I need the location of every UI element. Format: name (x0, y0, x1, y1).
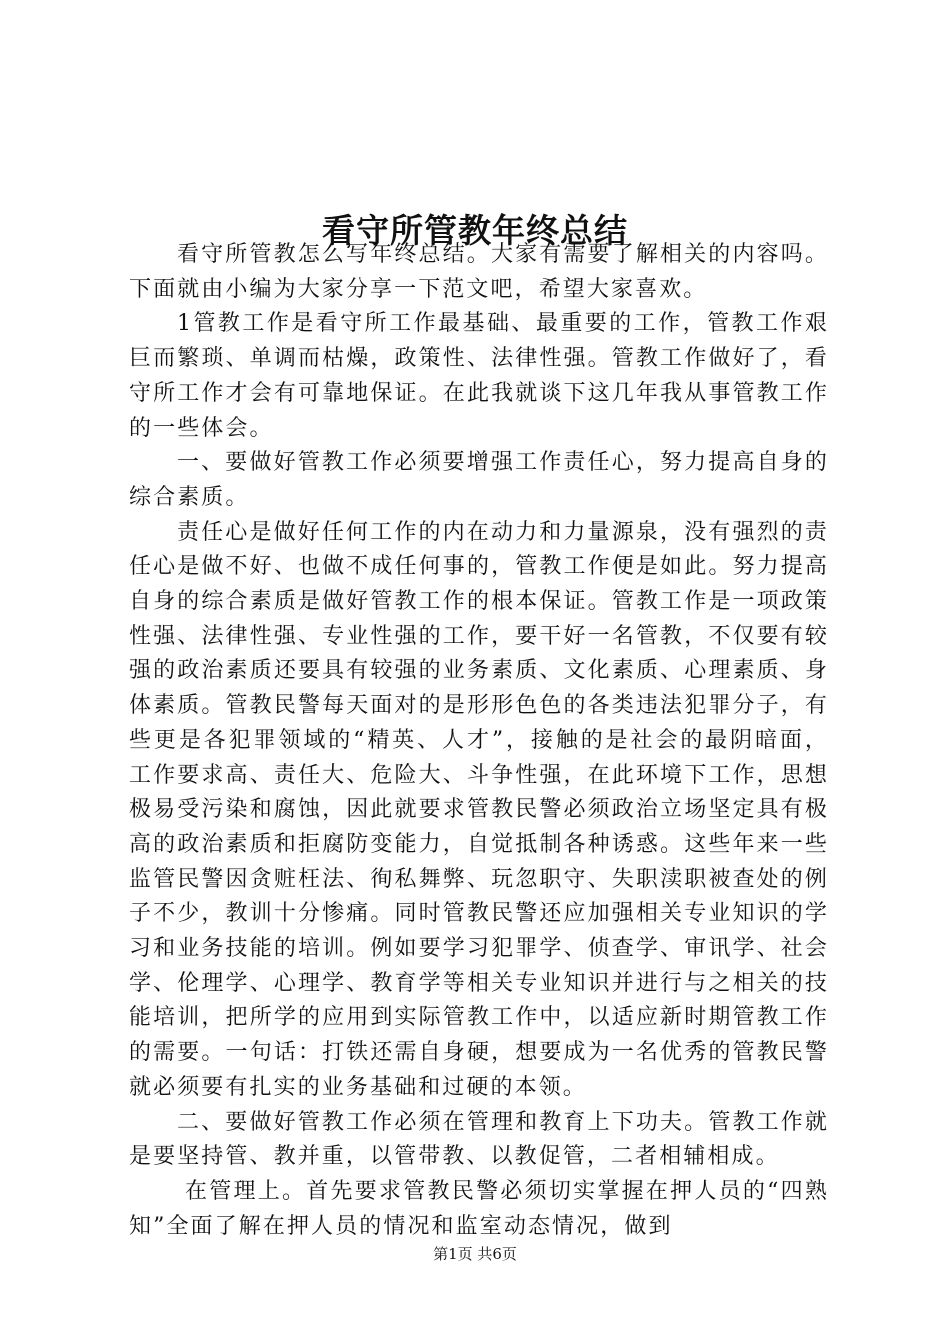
paragraph-overview: 1管教工作是看守所工作最基础、最重要的工作，管教工作艰巨而繁琐、单调而枯燥，政策性、法律性强。管教工作做好了，看守所工作才会有可靠地保证。在此我就谈下这几年我从事管教工作的一些体会。 (129, 311, 829, 441)
section-heading-two: 二、要做好管教工作必须在管理和教育上下功夫。管教工作就是要坚持管、教并重，以管带教、以教促管，二者相辅相成。 (129, 1109, 829, 1170)
document-title: 看守所管教年终总结 (322, 211, 628, 251)
document-body (129, 238, 829, 1244)
section-heading-one: 一、要做好管教工作必须要增强工作责任心，努力提高自身的综合素质。 (129, 450, 829, 510)
paragraph-intro: 看守所管教怎么写年终总结。大家有需要了解相关的内容吗。下面就由小编为大家分享一下范文吧，希望大家喜欢。 (129, 242, 829, 302)
page-number-footer: 第1页 共6页 (433, 1245, 517, 1263)
paragraph-management: 在管理上。首先要求管教民警必须切实掌握在押人员的“四熟知”全面了解在押人员的情况和监室动态情况，做到 (129, 1178, 829, 1239)
paragraph-responsibility: 责任心是做好任何工作的内在动力和力量源泉，没有强烈的责任心是做不好、也做不成任何事的，管教工作便是如此。努力提高自身的综合素质是做好管教工作的根本保证。管教工作是一项政策性强、法律性强、专业性强的工作，要干好一名管教，不仅要有较强的政治素质还要具有较强的业务素质、文化素质、心理素质、身体素质。管教民警每天面对的是形形色色的各类违法犯罪分子，有些更是各犯罪领域的“精英、人才”，接触的是社会的最阴暗面，工作要求高、责任大、危险大、斗争性强，在此环境下工作，思想极易受污染和腐蚀，因此就要求管教民警必须政治立场坚定具有极高的政治素质和拒腐防变能力，自觉抵制各种诱惑。这些年来一些监管民警因贪赃枉法、徇私舞弊、玩忽职守、失职渎职被查处的例子不少，教训十分惨痛。同时管教民警还应加强相关专业知识的学习和业务技能的培训。例如要学习犯罪学、侦查学、审讯学、社会学、伦理学、心理学、教育学等相关专业知识并进行与之相关的技能培训，把所学的应用到实际管教工作中，以适应新时期管教工作的需要。一句话：打铁还需自身硬，想要成为一名优秀的管教民警就必须要有扎实的业务基础和过硬的本领。 (129, 519, 829, 1100)
